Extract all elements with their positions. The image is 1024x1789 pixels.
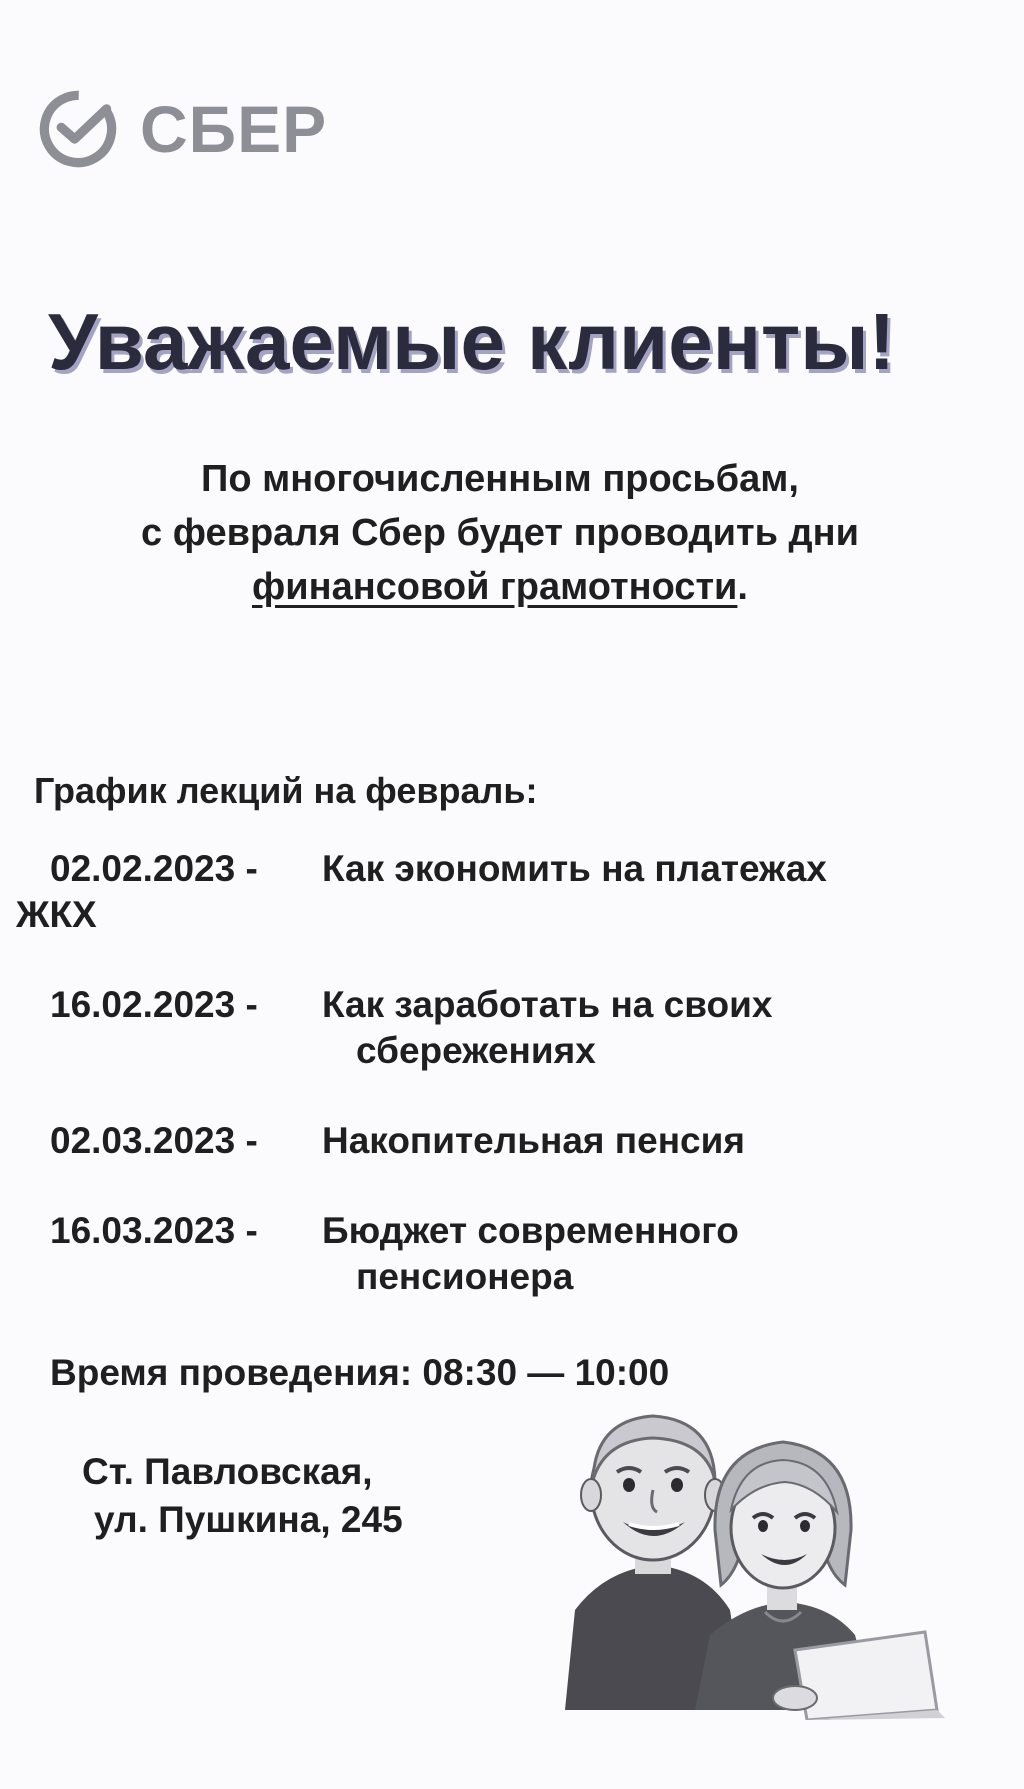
schedule-item	[50, 1208, 950, 1308]
schedule-topic	[322, 982, 942, 1074]
address-line-2: ул. Пушкина, 245	[94, 1499, 403, 1540]
schedule-topic-line-2: пенсионера	[356, 1256, 574, 1297]
schedule-topic-line-1: Накопительная пенсия	[322, 1120, 745, 1161]
schedule-item	[16, 846, 950, 946]
intro-line-2: с февраля Сбер будет проводить дни	[141, 512, 859, 554]
address-line-1: Ст. Павловская,	[82, 1451, 373, 1492]
schedule-title: График лекций на февраль:	[34, 770, 538, 811]
schedule-date: 16.03.2023 -	[50, 1210, 258, 1251]
schedule-item	[50, 1118, 950, 1168]
schedule-date: 16.02.2023 -	[50, 984, 258, 1025]
elderly-couple-with-laptop-illustration	[545, 1380, 945, 1720]
intro-text	[100, 452, 900, 614]
schedule-topic-line-2: сбережениях	[356, 1030, 596, 1071]
address	[82, 1448, 403, 1544]
page-title: Уважаемые клиенты!	[48, 297, 896, 386]
schedule-topic-line-2: ЖКХ	[16, 894, 97, 935]
intro-line-3	[100, 560, 900, 614]
intro-underlined-text: финансовой грамотности	[252, 566, 738, 608]
intro-line-3-end: .	[737, 566, 748, 608]
event-time: Время проведения: 08:30 — 10:00	[50, 1352, 670, 1393]
schedule-date: 02.02.2023 -	[50, 848, 258, 889]
schedule-topic	[322, 1118, 942, 1164]
sber-check-circle-icon	[36, 87, 120, 171]
logo-text: СБЕР	[140, 92, 328, 166]
intro-line-1: По многочисленным просьбам,	[201, 458, 799, 500]
sber-logo	[36, 84, 327, 174]
schedule-topic	[322, 1208, 942, 1300]
schedule-topic-line-1: Как заработать на своих	[322, 984, 773, 1025]
schedule-date: 02.03.2023 -	[50, 1120, 258, 1161]
schedule-topic-line-1: Бюджет современного	[322, 1210, 739, 1251]
schedule-topic-line-1: Как экономить на платежах	[322, 848, 827, 889]
schedule-item	[50, 982, 950, 1082]
